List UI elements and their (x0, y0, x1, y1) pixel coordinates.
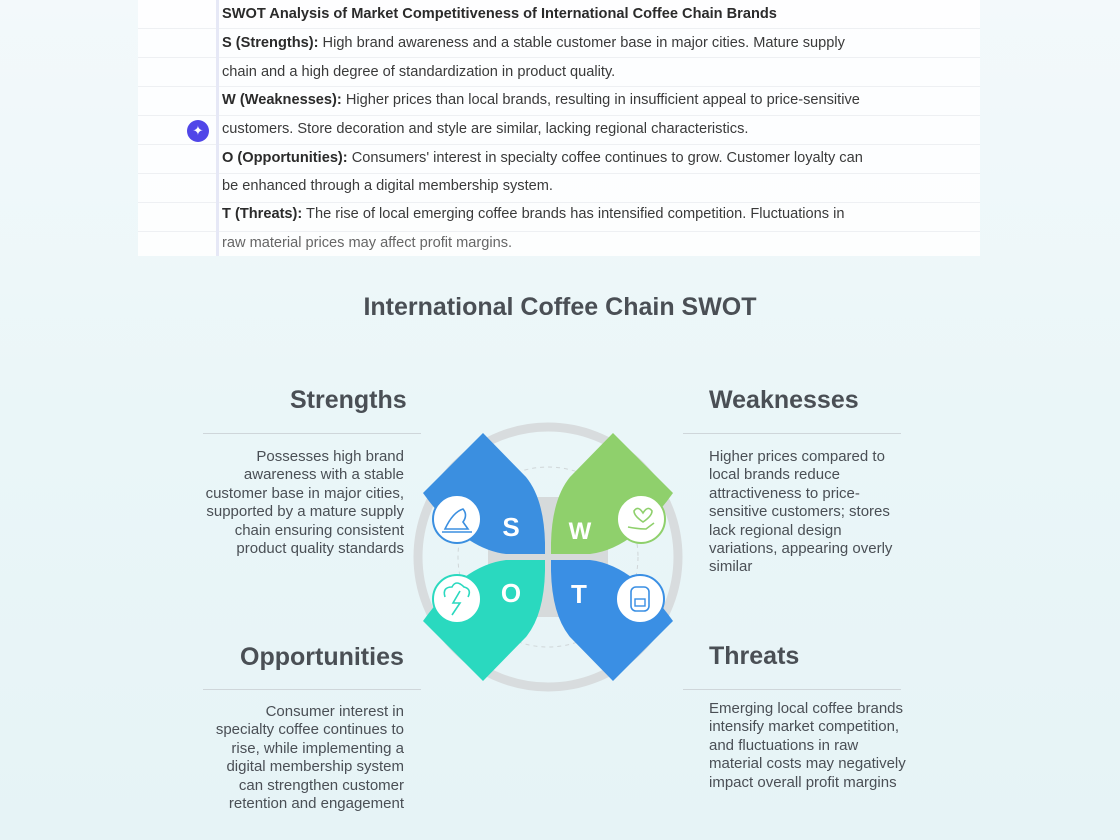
t-text-2: raw material prices may affect profit margins. (222, 235, 513, 251)
strengths-text: Possesses high brand awareness with a stable customer base in major cities, supported by a mature supply chain ensuring consistent product quality standards (205, 448, 404, 558)
t-label: T (Threats): (222, 206, 303, 222)
w-text-2: customers. Store decoration and style are similar, lacking regional characteristics. (222, 121, 749, 137)
letter-w: W (568, 518, 592, 545)
strengths-heading: Strengths (290, 386, 407, 414)
sparkle-icon[interactable]: ✦ (187, 120, 209, 142)
o-text: Consumers' interest in specialty coffee continues to grow. Customer loyalty can (347, 150, 863, 166)
t-text: The rise of local emerging coffee brands has intensified competition. Fluctuations in (302, 206, 845, 222)
weaknesses-heading: Weaknesses (709, 386, 859, 414)
letter-o: O (500, 578, 522, 608)
heading-text: SWOT Analysis of Market Competitiveness of International Coffee Chain Brands (222, 6, 777, 22)
threats-text: Emerging local coffee brands intensify market competition, and fluctuations in raw material costs may negatively impact overall profit margins (709, 700, 906, 791)
seal-icon (433, 495, 481, 543)
storm-icon (433, 575, 481, 623)
infographic-title: International Coffee Chain SWOT (363, 293, 757, 321)
s-text: High brand awareness and a stable customer base in major cities. Mature supply (318, 35, 845, 51)
opportunities-text: Consumer interest in specialty coffee continues to rise, while implementing a digital membership system can strengthen customer retention and engagement (215, 703, 404, 813)
letter-t: T (571, 579, 587, 609)
heart-hand-icon (617, 495, 665, 543)
s-text-2: chain and a high degree of standardization in product quality. (222, 64, 616, 80)
o-label: O (Opportunities): (222, 150, 348, 166)
w-text: Higher prices than local brands, resulting in insufficient appeal to price-sensitive (341, 92, 860, 108)
s-label: S (Strengths): (222, 35, 319, 51)
petal-o (423, 560, 545, 681)
letter-s: S (502, 512, 520, 542)
w-label: W (Weaknesses): (222, 92, 342, 108)
threats-heading: Threats (709, 642, 800, 670)
weaknesses-text: Higher prices compared to local brands reduce attractiveness to price-sensitive customers; stores lack regional design variations, appearing overly similar (709, 448, 893, 576)
backpack-icon (616, 575, 664, 623)
petal-t (551, 560, 673, 681)
opportunities-heading: Opportunities (240, 643, 404, 671)
o-text-2: be enhanced through a digital membership system. (222, 178, 553, 194)
